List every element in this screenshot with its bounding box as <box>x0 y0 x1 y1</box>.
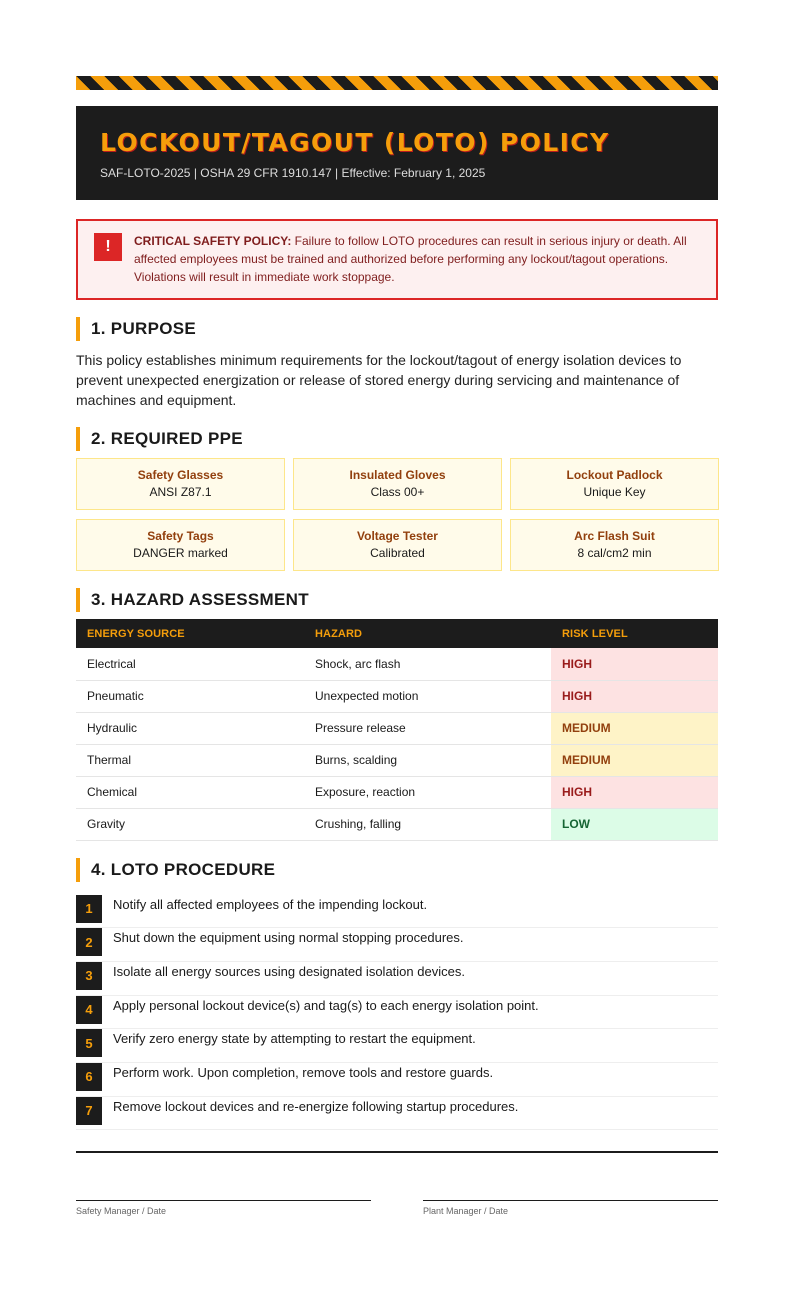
risk-level-badge: HIGH <box>551 680 718 712</box>
step-text: Remove lockout devices and re-energize following startup procedures. <box>113 1098 519 1114</box>
procedure-step <box>76 1063 718 1097</box>
step-number-badge: 2 <box>76 928 102 956</box>
ppe-card-safety-glasses <box>76 458 285 510</box>
energy-source-cell: Hydraulic <box>76 712 304 744</box>
step-text: Apply personal lockout device(s) and tag(s) to each energy isolation point. <box>113 997 539 1013</box>
ppe-spec: 8 cal/cm2 min <box>577 546 652 560</box>
hazard-cell: Burns, scalding <box>304 744 551 776</box>
ppe-card-lockout-padlock <box>510 458 719 510</box>
ppe-spec: DANGER marked <box>133 546 228 560</box>
ppe-spec: Calibrated <box>370 546 425 560</box>
table-row <box>76 712 718 744</box>
table-row <box>76 648 718 680</box>
risk-level-badge: MEDIUM <box>551 712 718 744</box>
table-row <box>76 808 718 840</box>
ppe-card-safety-tags <box>76 519 285 571</box>
document-header <box>76 106 718 200</box>
energy-source-cell: Pneumatic <box>76 680 304 712</box>
hazard-stripe-banner <box>76 76 718 90</box>
step-number-badge: 6 <box>76 1063 102 1091</box>
step-text: Verify zero energy state by attempting to restart the equipment. <box>113 1031 476 1047</box>
energy-source-cell: Thermal <box>76 744 304 776</box>
procedure-steps <box>76 895 718 1131</box>
signature-label: Safety Manager / Date <box>76 1206 167 1217</box>
energy-source-cell: Gravity <box>76 808 304 840</box>
procedure-step <box>76 1029 718 1063</box>
signature-label: Plant Manager / Date <box>423 1206 509 1217</box>
signature-line[interactable] <box>76 1200 371 1201</box>
table-row <box>76 680 718 712</box>
hazard-cell: Shock, arc flash <box>304 648 551 680</box>
document-subtitle: SAF-LOTO-2025 | OSHA 29 CFR 1910.147 | Effective: February 1, 2025 <box>100 166 486 180</box>
ppe-card-insulated-gloves <box>293 458 502 510</box>
signature-block-plant-manager <box>423 1200 718 1216</box>
ppe-name: Arc Flash Suit <box>574 529 655 543</box>
section-heading-purpose: 1. PURPOSE <box>76 317 718 341</box>
procedure-step <box>76 895 718 929</box>
exclamation-icon: ! <box>94 233 122 261</box>
critical-safety-alert <box>76 219 718 300</box>
ppe-name: Insulated Gloves <box>349 468 446 482</box>
hazard-cell: Pressure release <box>304 712 551 744</box>
hazard-cell: Crushing, falling <box>304 808 551 840</box>
ppe-name: Safety Glasses <box>137 468 224 482</box>
alert-body: Failure to follow LOTO procedures can result in serious injury or death. All affected employees must be trained and authorized before performing any lockout/tagout operations. Violations will result in immediate work stoppage. <box>134 234 687 284</box>
signature-area <box>76 1200 718 1216</box>
risk-level-badge: HIGH <box>551 776 718 808</box>
footer-divider <box>76 1151 718 1153</box>
procedure-step <box>76 1097 718 1131</box>
hazard-table <box>76 619 718 841</box>
procedure-step <box>76 928 718 962</box>
policy-document <box>76 76 718 1216</box>
table-header-row <box>76 619 718 648</box>
ppe-spec: Class 00+ <box>370 485 425 499</box>
ppe-name: Lockout Padlock <box>566 468 663 482</box>
procedure-step <box>76 962 718 996</box>
table-row <box>76 744 718 776</box>
column-header-hazard: HAZARD <box>315 627 363 640</box>
section-heading-ppe: 2. REQUIRED PPE <box>76 427 718 451</box>
risk-level-badge: HIGH <box>551 648 718 680</box>
energy-source-cell: Chemical <box>76 776 304 808</box>
ppe-grid <box>76 458 718 571</box>
step-number-badge: 7 <box>76 1097 102 1125</box>
step-number-badge: 4 <box>76 996 102 1024</box>
signature-block-safety-manager <box>76 1200 371 1216</box>
ppe-name: Safety Tags <box>147 529 214 543</box>
section-heading-loto-procedure: 4. LOTO PROCEDURE <box>76 858 718 882</box>
procedure-step <box>76 996 718 1030</box>
alert-message <box>134 232 702 286</box>
signature-line[interactable] <box>423 1200 718 1201</box>
section-heading-hazard-assessment: 3. HAZARD ASSESSMENT <box>76 588 718 612</box>
hazard-cell: Unexpected motion <box>304 680 551 712</box>
risk-level-badge: MEDIUM <box>551 744 718 776</box>
column-header-risk-level: RISK LEVEL <box>562 627 628 640</box>
risk-level-badge: LOW <box>551 808 718 840</box>
step-text: Perform work. Upon completion, remove tools and restore guards. <box>113 1064 494 1080</box>
step-text: Isolate all energy sources using designated isolation devices. <box>113 963 465 979</box>
ppe-name: Voltage Tester <box>357 529 438 543</box>
page-title: LOCKOUT/TAGOUT (LOTO) POLICY <box>100 128 610 157</box>
step-number-badge: 1 <box>76 895 102 923</box>
energy-source-cell: Electrical <box>76 648 304 680</box>
hazard-cell: Exposure, reaction <box>304 776 551 808</box>
step-text: Notify all affected employees of the impending lockout. <box>113 896 428 912</box>
ppe-spec: ANSI Z87.1 <box>149 485 212 499</box>
ppe-spec: Unique Key <box>583 485 646 499</box>
step-number-badge: 5 <box>76 1029 102 1057</box>
purpose-text: This policy establishes minimum requirements for the lockout/tagout of energy isolation devices to prevent unexpected energization or release of stored energy during servicing and maintenance of machines and equipment. <box>76 352 682 408</box>
alert-label: CRITICAL SAFETY POLICY: <box>134 234 292 248</box>
ppe-card-arc-flash-suit <box>510 519 719 571</box>
ppe-card-voltage-tester <box>293 519 502 571</box>
step-text: Shut down the equipment using normal stopping procedures. <box>113 930 464 946</box>
table-row <box>76 776 718 808</box>
column-header-energy-source: ENERGY SOURCE <box>87 627 185 640</box>
step-number-badge: 3 <box>76 962 102 990</box>
